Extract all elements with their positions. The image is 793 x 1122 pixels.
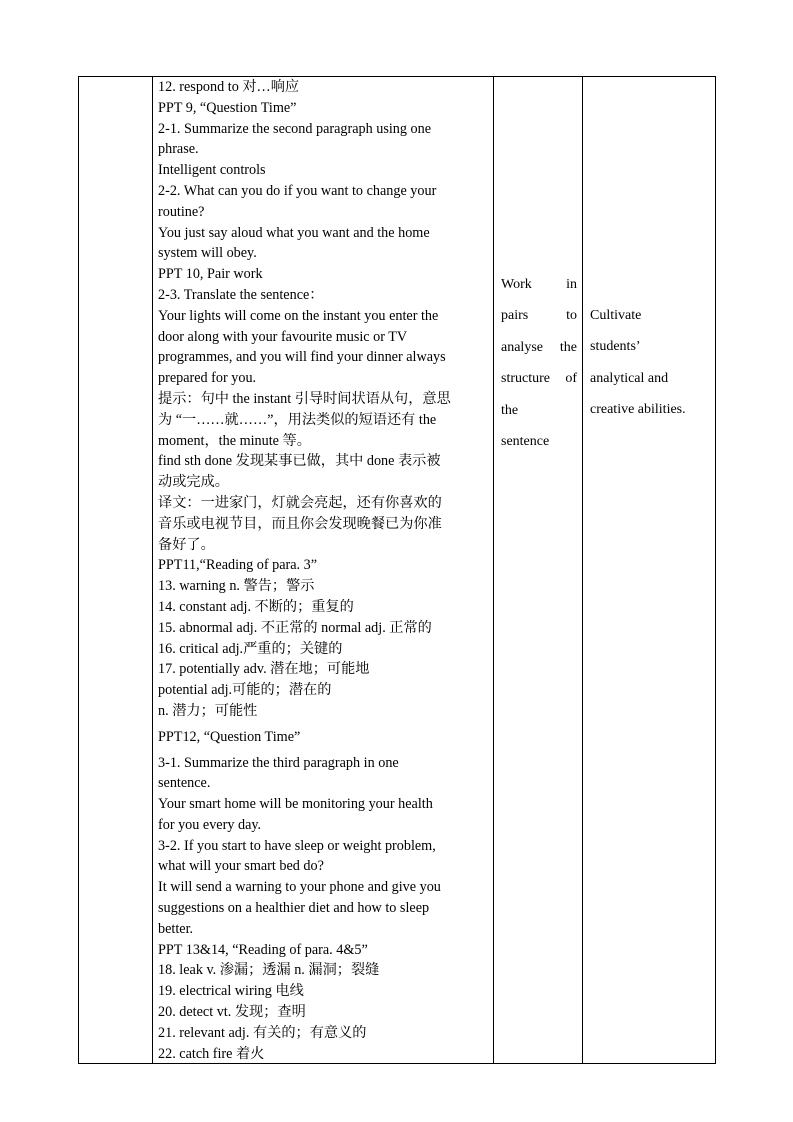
- activity-word: pairs: [501, 308, 529, 324]
- text-line: 2-1. Summarize the second paragraph using one: [158, 120, 432, 137]
- text-line: 18. leak v. 渗漏；透漏 n. 漏洞；裂缝: [158, 962, 380, 979]
- text-line: 12. respond to 对…响应: [158, 79, 300, 95]
- text-line: 16. critical adj.严重的；关键的: [158, 640, 343, 657]
- text-line: 2-3. Translate the sentence：: [158, 286, 324, 303]
- purpose-line: Cultivate: [590, 308, 642, 323]
- table-left-border: [78, 76, 79, 1064]
- activity-line: sentence: [501, 434, 550, 450]
- text-line: for you every day.: [158, 816, 262, 833]
- column-divider-3: [582, 76, 583, 1064]
- activity-line: [501, 269, 577, 300]
- text-line: 17. potentially adv. 潜在地；可能地: [158, 661, 370, 678]
- text-line: PPT 10, Pair work: [158, 266, 263, 283]
- activity-line: [501, 363, 577, 394]
- text-line: PPT12, “Question Time”: [158, 728, 301, 745]
- text-line: find sth done 发现某事已做，其中 done 表示被: [158, 453, 441, 470]
- activity-word: the: [559, 339, 577, 355]
- text-line: 15. abnormal adj. 不正常的 normal adj. 正常的: [158, 619, 432, 636]
- text-line: 19. electrical wiring 电线: [158, 983, 304, 1000]
- teaching-content-cell: [158, 77, 490, 1064]
- text-line: PPT11,“Reading of para. 3”: [158, 557, 318, 574]
- text-line: 为 “一……就……”，用法类似的短语还有 the: [158, 411, 437, 428]
- text-line: 21. relevant adj. 有关的；有意义的: [158, 1024, 367, 1041]
- column-divider-1: [152, 76, 153, 1064]
- activity-line: [501, 332, 577, 363]
- activity-line: [501, 300, 577, 331]
- teaching-purpose-cell: [590, 300, 712, 426]
- text-line: 3-1. Summarize the third paragraph in one: [158, 754, 399, 771]
- text-line: sentence.: [158, 775, 211, 792]
- text-line: 译文：一进家门，灯就会亮起，还有你喜欢的: [158, 494, 442, 511]
- text-line: It will send a warning to your phone and give you: [158, 879, 441, 896]
- text-line: 提示：句中 the instant 引导时间状语从句，意思: [158, 390, 451, 407]
- text-line: PPT 13&14, “Reading of para. 4&5”: [158, 941, 368, 958]
- text-line: routine?: [158, 203, 205, 220]
- text-line: moment，the minute 等。: [158, 432, 311, 449]
- text-line: prepared for you.: [158, 370, 257, 387]
- purpose-line: creative abilities.: [590, 402, 686, 418]
- text-line: You just say aloud what you want and the home: [158, 224, 430, 241]
- activity-line: the: [501, 402, 519, 418]
- text-line: programmes, and you will find your dinner always: [158, 349, 446, 366]
- text-line: Your lights will come on the instant you enter the: [158, 307, 439, 324]
- text-line: 3-2. If you start to have sleep or weight problem,: [158, 837, 436, 854]
- text-line: better.: [158, 920, 194, 937]
- text-line: suggestions on a healthier diet and how to sleep: [158, 900, 430, 917]
- text-line: 22. catch fire 着火: [158, 1045, 265, 1062]
- table-right-border: [715, 76, 716, 1064]
- text-line: system will obey.: [158, 245, 257, 262]
- text-line: phrase.: [158, 141, 199, 158]
- text-line: what will your smart bed do?: [158, 858, 324, 875]
- text-line: 动或完成。: [158, 474, 229, 491]
- text-line: 14. constant adj. 不断的；重复的: [158, 598, 354, 615]
- text-line: 20. detect vt. 发现；查明: [158, 1004, 306, 1021]
- activity-word: analyse: [501, 339, 543, 355]
- column-divider-2: [493, 76, 494, 1064]
- text-line: n. 潜力；可能性: [158, 702, 258, 719]
- text-line: Intelligent controls: [158, 162, 266, 179]
- activity-word: structure: [501, 371, 550, 387]
- student-activity-cell: [501, 269, 577, 457]
- text-line: 备好了。: [158, 536, 215, 553]
- text-line: Your smart home will be monitoring your health: [158, 796, 433, 813]
- text-line: PPT 9, “Question Time”: [158, 99, 297, 116]
- activity-word: to: [566, 308, 577, 324]
- text-line: potential adj.可能的；潜在的: [158, 682, 332, 699]
- text-line: 2-2. What can you do if you want to change your: [158, 182, 437, 199]
- activity-word: in: [566, 277, 577, 292]
- purpose-line: analytical and: [590, 370, 669, 386]
- text-line: 音乐或电视节目，而且你会发现晚餐已为你准: [158, 515, 442, 532]
- text-line: door along with your favourite music or TV: [158, 328, 408, 345]
- purpose-line: students’: [590, 339, 641, 355]
- text-line: 13. warning n. 警告；警示: [158, 578, 315, 595]
- activity-word: Work: [501, 277, 532, 292]
- activity-word: of: [565, 371, 577, 387]
